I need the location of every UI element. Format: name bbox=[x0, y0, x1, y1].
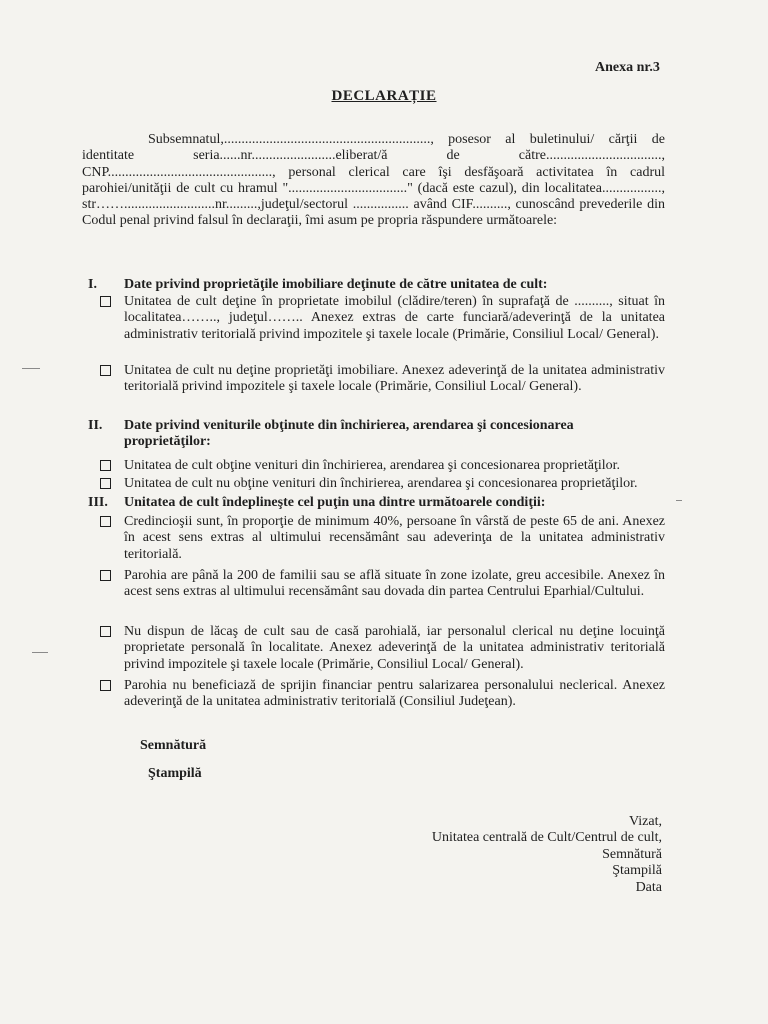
section-1-item-2-text: Unitatea de cult nu deţine proprietăţi imobiliare. Anexez adeverinţă de la unitatea administrativ teritorială privind impozitele şi taxele locale (Primărie, Consiliul Local/ General). bbox=[124, 363, 665, 395]
section-2-item-1-text: Unitatea de cult obţine venituri din închirierea, arendarea şi concesionarea proprietăţilor. bbox=[124, 458, 621, 473]
stamp-label: Ştampilă bbox=[148, 766, 202, 781]
checkbox-empty-icon[interactable] bbox=[100, 680, 111, 691]
section-2-heading bbox=[88, 418, 668, 452]
section-3-number: III. bbox=[88, 495, 108, 510]
section-3-item-2 bbox=[100, 568, 665, 601]
scan-mark bbox=[22, 368, 40, 369]
vizat-line-2: Unitatea centrală de Cult/Centrul de cult, bbox=[431, 830, 662, 846]
vizat-line-1: Vizat, bbox=[629, 814, 662, 829]
section-2-title: Date privind veniturile obţinute din închirierea, arendarea şi concesionarea proprietăţilor: bbox=[124, 418, 574, 449]
section-2-item-2 bbox=[100, 476, 665, 492]
section-3-item-1 bbox=[100, 514, 665, 563]
checkbox-empty-icon[interactable] bbox=[100, 516, 111, 527]
page-title bbox=[0, 88, 768, 105]
section-1-title: Date privind proprietăţile imobiliare deţinute de către unitatea de cult: bbox=[124, 277, 548, 292]
vizat-line-4: Ştampilă bbox=[612, 863, 662, 879]
checkbox-empty-icon[interactable] bbox=[100, 626, 111, 637]
section-1-item-1 bbox=[100, 294, 665, 343]
vizat-line-5: Data bbox=[635, 879, 662, 895]
checkbox-empty-icon[interactable] bbox=[100, 570, 111, 581]
section-2-number: II. bbox=[88, 418, 103, 433]
intro-paragraph bbox=[82, 132, 665, 230]
section-2-item-1 bbox=[100, 458, 665, 474]
section-1-item-1-text: Unitatea de cult deţine în proprietate imobilul (clădire/teren) în suprafaţă de .........., situat în localitatea…….., judeţul…….. Anexez extras de carte funciară/adeverinţă de la unitatea administrativ teritorială privind impozitele şi taxele locale (Primărie, Consiliul Local/ General). bbox=[124, 294, 665, 342]
checkbox-empty-icon[interactable] bbox=[100, 478, 111, 489]
section-3-item-4-text: Parohia nu beneficiază de sprijin financiar pentru salarizarea personalului neclerical. Anexez adeverinţă de la unitatea administrativ teritorială (Consiliul Judeţean). bbox=[124, 678, 665, 710]
section-3-item-4 bbox=[100, 678, 665, 711]
section-2-item-2-text: Unitatea de cult nu obţine venituri din închirierea, arendarea şi concesionarea proprietăţilor. bbox=[124, 476, 638, 491]
section-3-item-3 bbox=[100, 624, 665, 673]
section-3-title: Unitatea de cult îndeplineşte cel puţin una dintre următoarele condiţii: bbox=[124, 495, 546, 510]
section-1-number: I. bbox=[88, 277, 97, 292]
scan-mark bbox=[32, 652, 48, 653]
checkbox-empty-icon[interactable] bbox=[100, 365, 111, 376]
section-3-item-3-text: Nu dispun de lăcaş de cult sau de casă parohială, iar personalul clerical nu deţine locuinţă proprietate personală în localitate. Anexez adeverinţă de la unitatea administrativ teritorială privind impozitele şi taxele locale (Primărie, Consiliul Local/ General). bbox=[124, 624, 665, 672]
section-3-item-2-text: Parohia are până la 200 de familii sau se află situate în zone izolate, greu accesibile. Anexez în acest sens extras al ultimului recensământ sau dovada din partea Centrului Eparhial/Cultului. bbox=[124, 568, 665, 600]
intro-text: Subsemnatul,..........................................................., posesor al buletinului/ cărţii de identitate seria......nr........................eliberat/ă de către................................., CNP..............................................., personal clerical care îşi desfăşoară activitatea în cadrul parohiei/unităţii de cult cu hramul ".................................." (dacă este cazul), din localitatea................., str……..........................nr.........,judeţul/sectorul ................ având CIF.........., cunoscând prevederile din Codul penal privind falsul în declaraţii, îmi asum pe propria răspundere următoarele: bbox=[82, 132, 665, 229]
checkbox-empty-icon[interactable] bbox=[100, 296, 111, 307]
checkbox-empty-icon[interactable] bbox=[100, 460, 111, 471]
signature-label: Semnătură bbox=[140, 738, 207, 753]
title-text: DECLARAȚIE bbox=[331, 88, 437, 104]
annex-label: Anexa nr.3 bbox=[595, 60, 660, 75]
section-3-heading bbox=[88, 495, 668, 513]
section-3-item-1-text: Credincioşii sunt, în proporţie de minimum 40%, persoane în vârstă de peste 65 de ani. Anexez în acest sens extras al ultimului recensământ sau adeverinţa de la unitatea administrativ teritorială. bbox=[124, 514, 665, 562]
vizat-block bbox=[432, 814, 662, 896]
vizat-line-3: Semnătură bbox=[602, 846, 662, 862]
scan-mark bbox=[676, 500, 682, 501]
section-1-item-2 bbox=[100, 363, 665, 396]
